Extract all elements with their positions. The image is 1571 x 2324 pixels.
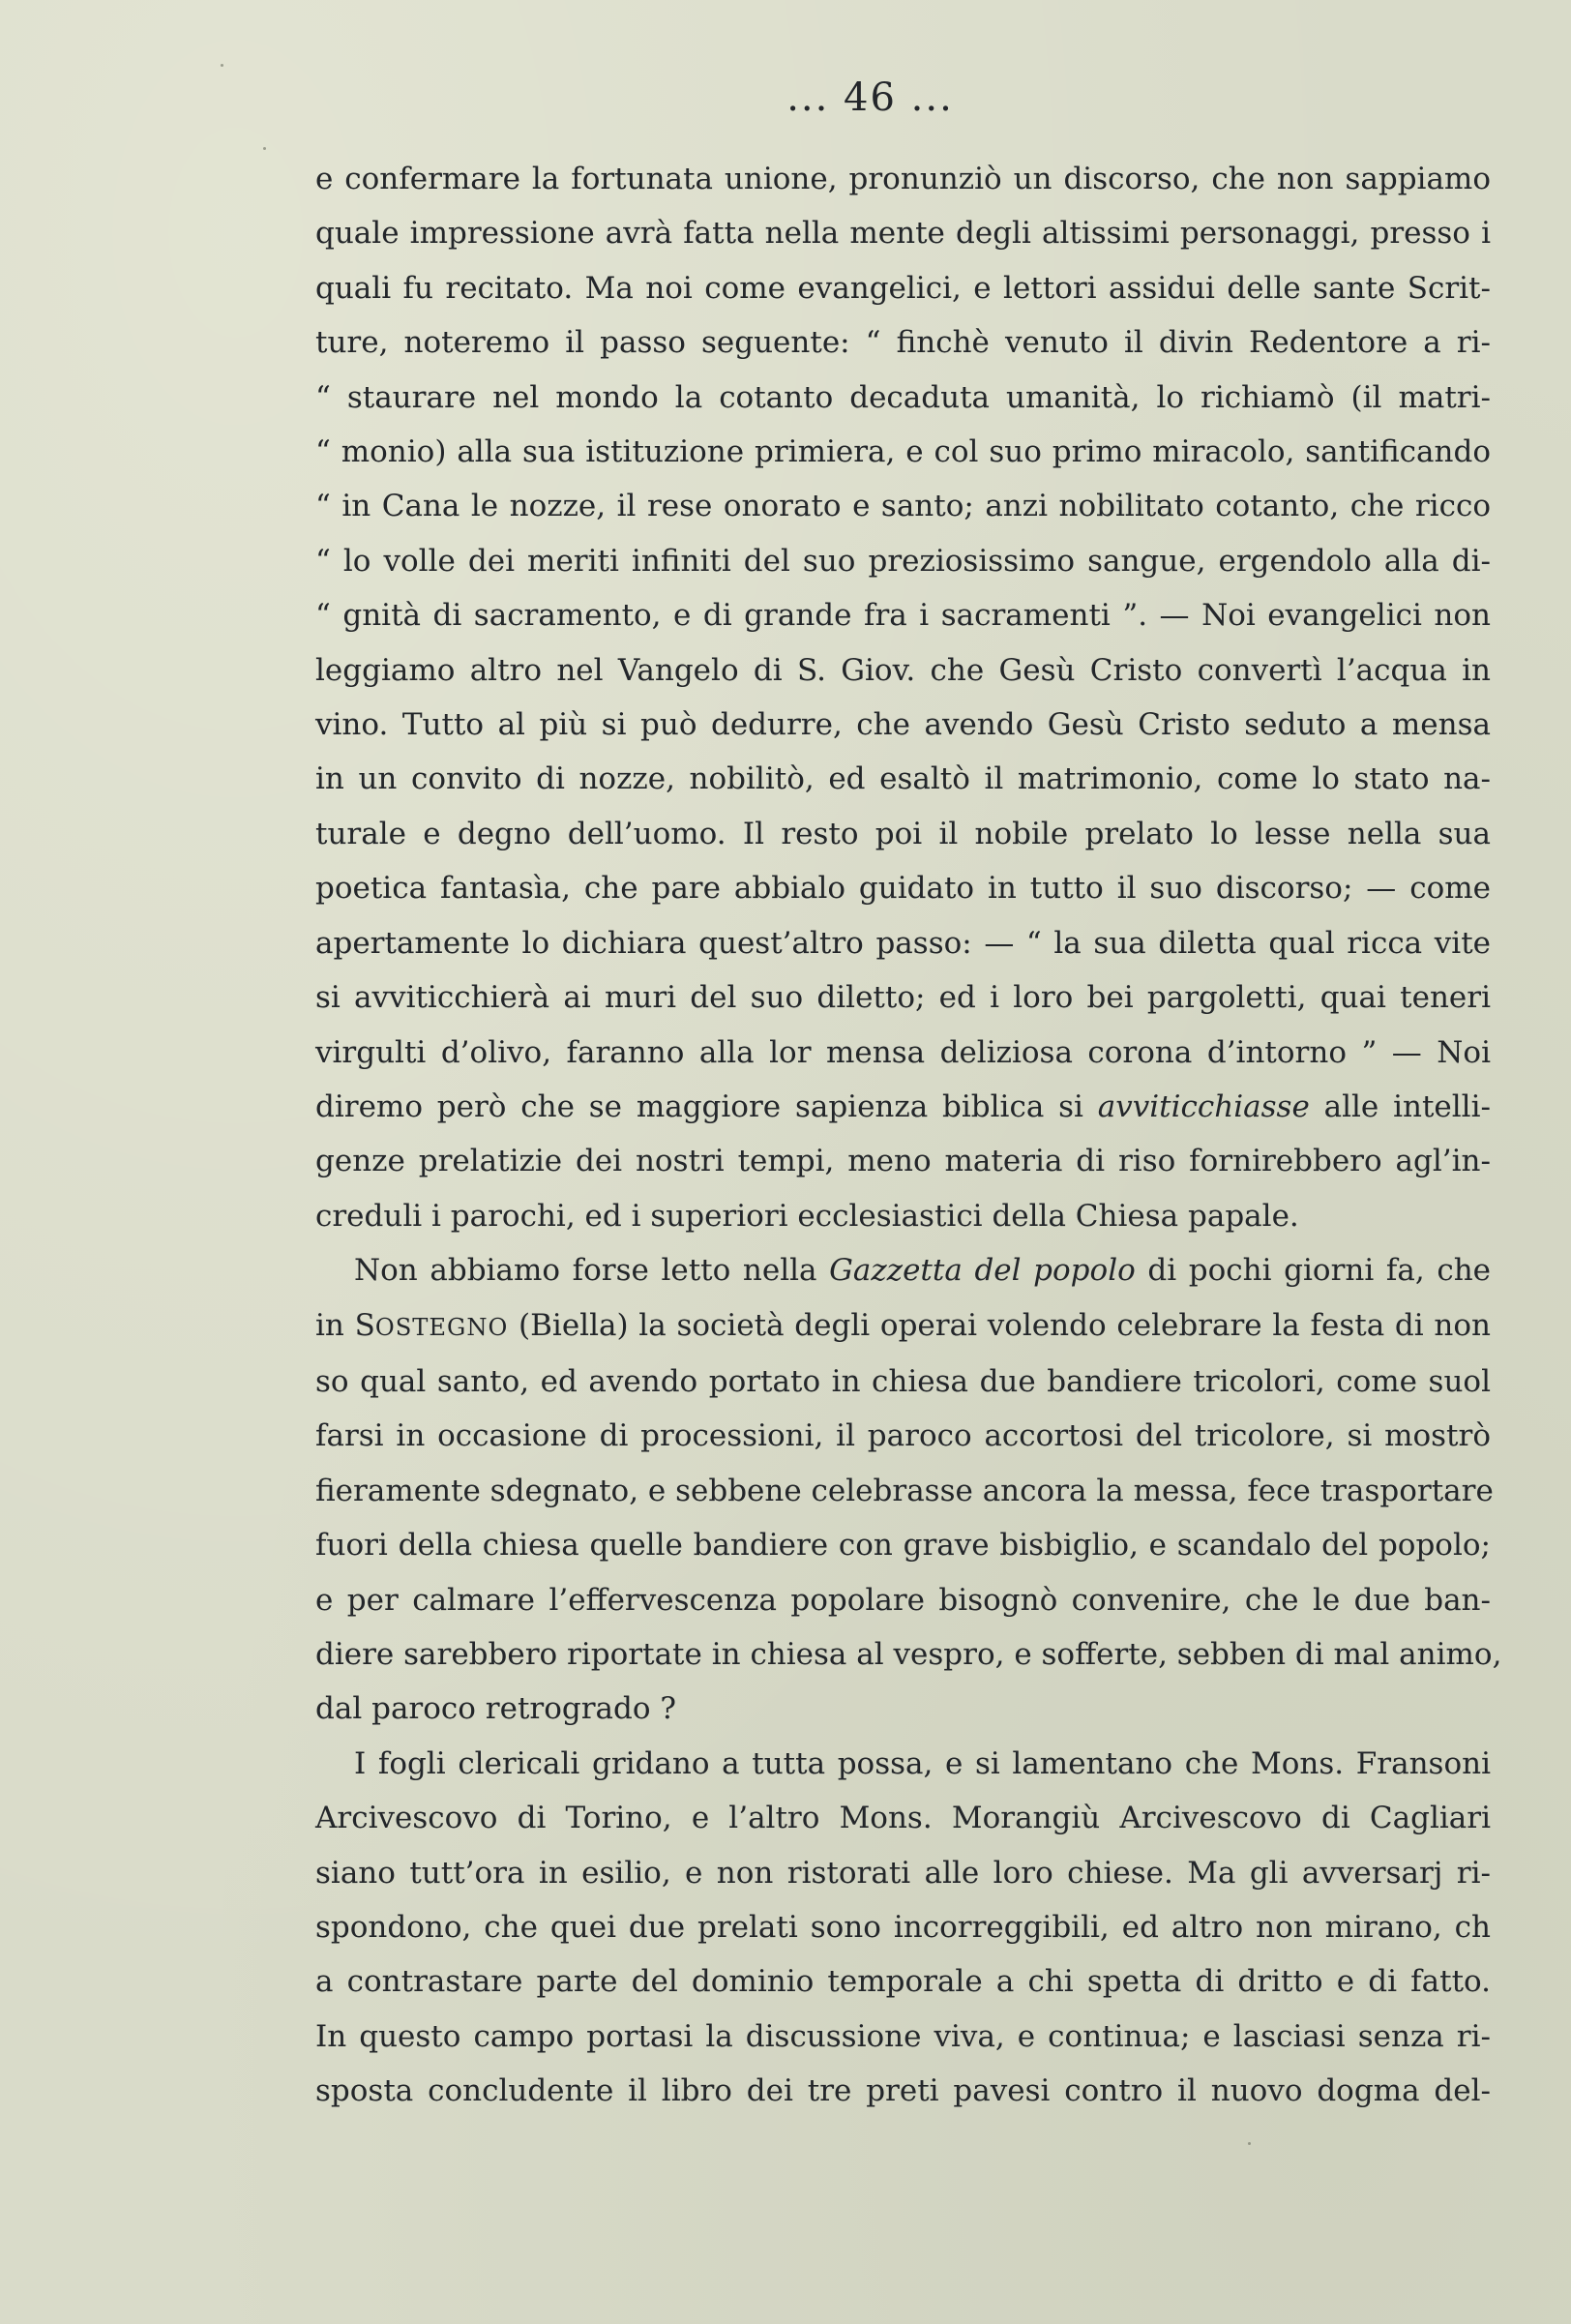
text-line: virgulti d’olivo, faranno alla lor mensa deliziosa corona d’intorno ” — Noi [315,1034,1491,1070]
text-line: e per calmare l’effervescenza popolare bisognò convenire, che le due ban- [315,1582,1491,1618]
text-line: creduli i parochi, ed i superiori ecclesiastici della Chiesa papale. [315,1198,1299,1234]
text-line: “ staurare nel mondo la cotanto decaduta umanità, lo richiamò (il matri- [315,379,1491,415]
text-line: dal paroco retrogrado ? [315,1691,677,1727]
text-line: vino. Tutto al più si può dedurre, che avendo Gesù Cristo seduto a mensa [315,707,1491,743]
body-text [315,152,1502,2119]
text-line: “ gnità di sacramento, e di grande fra i sacramenti ”. — Noi evangelici non [315,598,1491,634]
text-line: quale impressione avrà fatta nella mente degli altissimi personaggi, presso i [315,216,1491,252]
text-line: e confermare la fortunata unione, pronunziò un discorso, che non sappiamo [315,162,1491,196]
text-line: turale e degno dell’uomo. Il resto poi il nobile prelato lo lesse nella sua [315,816,1491,851]
text-line: leggiamo altro nel Vangelo di S. Giov. che Gesù Cristo convertì l’acqua in [315,652,1491,688]
paper-speck [221,64,223,67]
text-line-with-small-caps [315,1298,1491,1355]
text-line: poetica fantasìa, che pare abbialo guidato in tutto il suo discorso; — come [315,871,1491,907]
text-line: “ monio) alla sua istituzione primiera, e col suo primo miracolo, santificando [315,434,1491,470]
text-line: “ lo volle dei meriti infiniti del suo preziosissimo sangue, ergendolo alla di- [315,543,1491,579]
text-run: in [315,1307,355,1343]
paper-speck [263,147,266,150]
paper-speck [1248,2142,1251,2145]
text-line: quali fu recitato. Ma noi come evangelici, e lettori assidui delle sante Scrit- [315,270,1491,306]
italic-word: avviticchiasse [1097,1088,1310,1124]
text-run: diremo però che se maggiore sapienza biblica si [315,1088,1098,1124]
text-line: spondono, che quei due prelati sono incorreggibili, ed altro non mirano, ch [315,1910,1491,1945]
place-name-small-caps: OSTEGNO [374,1313,509,1341]
text-run: di pochi giorni fa, che [1135,1253,1492,1289]
text-line: ture, noteremo il passo seguente: “ finchè venuto il divin Redentore a ri- [315,325,1491,361]
text-line: sposta concludente il libro dei tre preti pavesi contro il nuovo dogma del- [315,2073,1491,2109]
text-line: diere sarebbero riportate in chiesa al vespro, e sofferte, sebben di mal animo, [315,1636,1502,1672]
text-line: “ in Cana le nozze, il rese onorato e santo; anzi nobilitato cotanto, che ricco [315,489,1491,524]
text-line: fieramente sdegnato, e sebbene celebrasse ancora la messa, fece trasportare [315,1473,1494,1508]
place-name-cap: S [354,1307,375,1343]
text-line-with-italic [315,1080,1491,1134]
newspaper-title: Gazzetta del popolo [829,1253,1136,1289]
text-line: In questo campo portasi la discussione viva, e continua; e lasciasi senza ri- [315,2018,1491,2054]
text-line: farsi in occasione di processioni, il paroco accortosi del tricolore, si mostrò [315,1418,1491,1454]
text-run: alle intelli- [1309,1088,1491,1124]
text-line: Arcivescovo di Torino, e l’altro Mons. Morangiù Arcivescovo di Cagliari [315,1801,1491,1836]
text-line: fuori della chiesa quelle bandiere con grave bisbiglio, e scandalo del popolo; [315,1528,1491,1564]
text-line: a contrastare parte del dominio temporale a chi spetta di dritto e di fatto. [315,1964,1491,2000]
text-line: si avviticchierà ai muri del suo diletto; ed i loro bei pargoletti, quai teneri [315,980,1491,1016]
text-line: I fogli clericali gridano a tutta possa, e si lamentano che Mons. Fransoni [354,1745,1491,1781]
text-run: (Biella) la società degli operai volendo celebrare la festa di non [508,1307,1491,1343]
text-line: siano tutt’ora in esilio, e non ristorati alle loro chiese. Ma gli avversarj ri- [315,1855,1491,1891]
page-number: ... 46 ... [786,75,954,120]
text-line: apertamente lo dichiara quest’altro passo: — “ la sua diletta qual ricca vite [315,925,1491,961]
text-line: so qual santo, ed avendo portato in chiesa due bandiere tricolori, come suol [315,1363,1491,1399]
text-run: Non abbiamo forse letto nella [354,1253,830,1289]
text-line: genze prelatizie dei nostri tempi, meno materia di riso fornirebbero agl’in- [315,1144,1491,1179]
text-line: in un convito di nozze, nobilitò, ed esaltò il matrimonio, come lo stato na- [315,761,1491,797]
text-line-with-italic [315,1243,1491,1297]
